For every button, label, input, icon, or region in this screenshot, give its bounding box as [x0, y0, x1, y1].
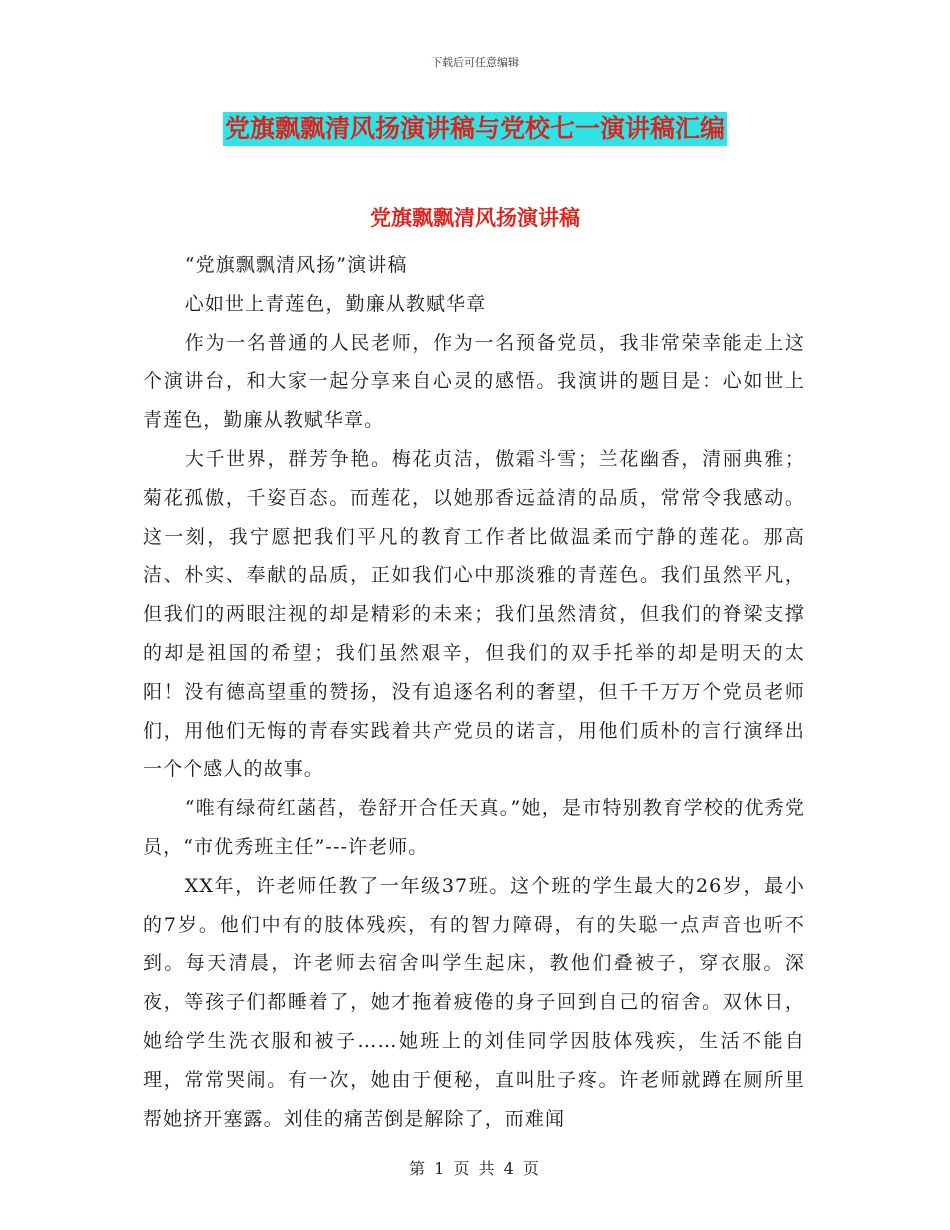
paragraph-speech-subtitle: 心如世上青莲色，勤廉从教赋华章: [184, 292, 487, 315]
document-body: [143, 246, 805, 1138]
paragraph: XX年，许老师任教了一年级37班。这个班的学生最大的26岁，最小的7岁。他们中有的肢体残疾，有的智力障碍，有的失聪一点声音也听不到。每天清晨，许老师去宿舍叫学生起床，教他们叠被子，穿衣服。深夜，等孩子们都睡着了，她才拖着疲倦的身子回到自己的宿舍。双休日，她给学生洗衣服和被子……她班上的刘佳同学因肢体残疾，生活不能自理，常常哭闹。有一次，她由于便秘，直叫肚子疼。许老师就蹲在厕所里帮她挤开塞露。刘佳的痛苦倒是解除了，而难闻: [143, 874, 805, 1130]
paragraph: 大千世界，群芳争艳。梅花贞洁，傲霜斗雪；兰花幽香，清丽典雅；菊花孤傲，千姿百态。而莲花，以她那香远益清的品质，常常令我感动。这一刻，我宁愿把我们平凡的教育工作者比做温柔而宁静的莲花。那高洁、朴实、奉献的品质，正如我们心中那淡雅的青莲色。我们虽然平凡，但我们的两眼注视的却是精彩的未来；我们虽然清贫，但我们的脊梁支撑的却是祖国的希望；我们虽然艰辛，但我们的双手托举的却是明天的太阳！没有德高望重的赞扬，没有追逐名利的奢望，但千千万万个党员老师们，用他们无悔的青春实践着共产党员的诺言，用他们质朴的言行演绎出一个个感人的故事。: [143, 447, 805, 781]
section-title: 党旗飘飘清风扬演讲稿: [370, 205, 580, 230]
document-title: 党旗飘飘清风扬演讲稿与党校七一演讲稿汇编: [223, 112, 727, 146]
paragraph-speech-label: “党旗飘飘清风扬”演讲稿: [184, 254, 408, 276]
page-number: 第 1 页 共 4 页: [409, 1159, 541, 1178]
header-note: 下载后可任意编辑: [431, 56, 519, 69]
paragraph: “唯有绿荷红菡萏，卷舒开合任天真。”她，是市特别教育学校的优秀党员，“市优秀班主任”---许老师。: [143, 797, 805, 858]
paragraph: 作为一名普通的人民老师，作为一名预备党员，我非常荣幸能走上这个演讲台，和大家一起分享来自心灵的感悟。我演讲的题目是：心如世上青莲色，勤廉从教赋华章。: [143, 331, 805, 432]
document-title-container: [0, 112, 950, 146]
